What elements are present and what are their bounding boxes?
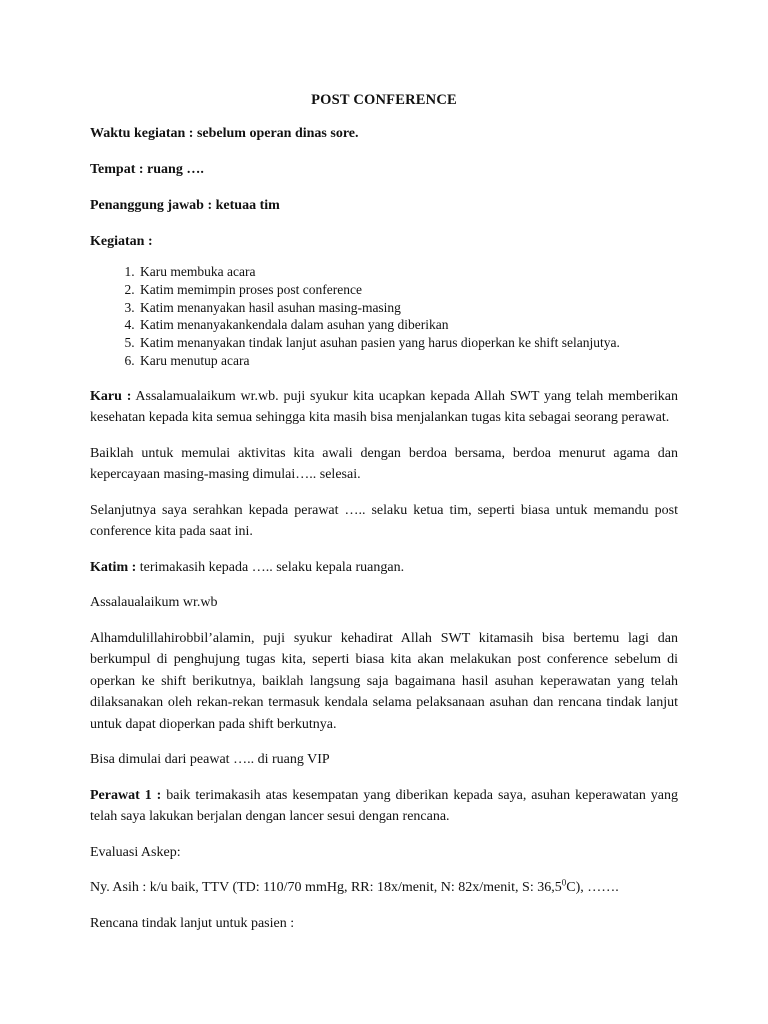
kegiatan-label: Kegiatan : — [90, 234, 153, 249]
perawat1-paragraph — [90, 785, 678, 828]
katim-paragraph — [90, 557, 678, 579]
paragraph-text: Assalamualaikum wr.wb. puji syukur kita ucapkan kepada Allah SWT yang telah memberikan kesehatan kepada kita semua sehingga kita masih bisa menjalankan tugas kita sebagai seorang perawat. — [90, 388, 678, 426]
list-item: 5. Katim menanyakan tindak lanjut asuhan pasien yang harus dioperkan ke shift selanjutya. — [138, 334, 678, 352]
paragraph-text: terimakasih kepada ….. selaku kepala ruangan. — [136, 559, 405, 575]
patient-vitals-text: Ny. Asih : k/u baik, TTV (TD: 110/70 mmHg, RR: 18x/menit, N: 82x/menit, S: 36,5 — [90, 880, 562, 896]
rencana-tindak-lanjut-label: Rencana tindak lanjut untuk pasien : — [90, 915, 295, 931]
list-item: 1. Karu membuka acara — [138, 263, 678, 281]
list-item: 3. Katim menanyakan hasil asuhan masing-masing — [138, 299, 678, 317]
patient-vitals-tail: C), ……. — [566, 880, 619, 896]
patient-evaluation — [90, 877, 678, 899]
karu-paragraph — [90, 386, 678, 429]
list-item: 2. Katim memimpin proses post conference — [138, 281, 678, 299]
tempat: Tempat : ruang …. — [90, 162, 204, 177]
degree-superscript: 0 — [561, 877, 567, 888]
speaker-label: Katim : — [90, 559, 137, 575]
document-content — [90, 92, 678, 948]
paragraph-alhamdulillah: Alhamdulillahirobbil’alamin, puji syukur kehadirat Allah SWT kitamasih bisa bertemu lagi dan berkumpul di penghujung tugas kita, seperti biasa kita akan melakukan post conference sebelum di operkan ke shift berikutnya, baiklah langsung saja bagaimana hasil asuhan keperawatan yang telah dilaksanakan oleh rekan-rekan termasuk kendala selama pelaksanaan asuhan dan rencana tindak lanjut untuk dapat dioperkan pada shift berkutnya. — [90, 630, 678, 732]
document-title: POST CONFERENCE — [311, 92, 457, 108]
penanggung-jawab: Penanggung jawab : ketuaa tim — [90, 198, 280, 213]
activity-list — [90, 263, 678, 370]
paragraph-text: baik terimakasih atas kesempatan yang diberikan kepada saya, asuhan keperawatan yang telah saya lakukan berjalan dengan lancer sesui dengan rencana. — [90, 787, 678, 825]
speaker-label: Perawat 1 : — [90, 787, 162, 803]
list-item: 6. Karu menutup acara — [138, 352, 678, 370]
evaluasi-askep-label: Evaluasi Askep: — [90, 844, 181, 860]
paragraph-salam: Assalaualaikum wr.wb — [90, 595, 218, 611]
paragraph-selanjutnya: Selanjutnya saya serahkan kepada perawat ….. selaku ketua tim, seperti biasa untuk memandu post conference kita pada saat ini. — [90, 502, 678, 540]
paragraph-baiklah: Baiklah untuk memulai aktivitas kita awali dengan berdoa bersama, berdoa menurut agama dan kepercayaan masing-masing dimulai….. selesai. — [90, 445, 678, 483]
speaker-label: Karu : — [90, 388, 132, 404]
paragraph-bisa-dimulai: Bisa dimulai dari peawat ….. di ruang VIP — [90, 752, 330, 768]
list-item: 4. Katim menanyakankendala dalam asuhan yang diberikan — [138, 316, 678, 334]
waktu-kegiatan: Waktu kegiatan : sebelum operan dinas sore. — [90, 126, 359, 141]
